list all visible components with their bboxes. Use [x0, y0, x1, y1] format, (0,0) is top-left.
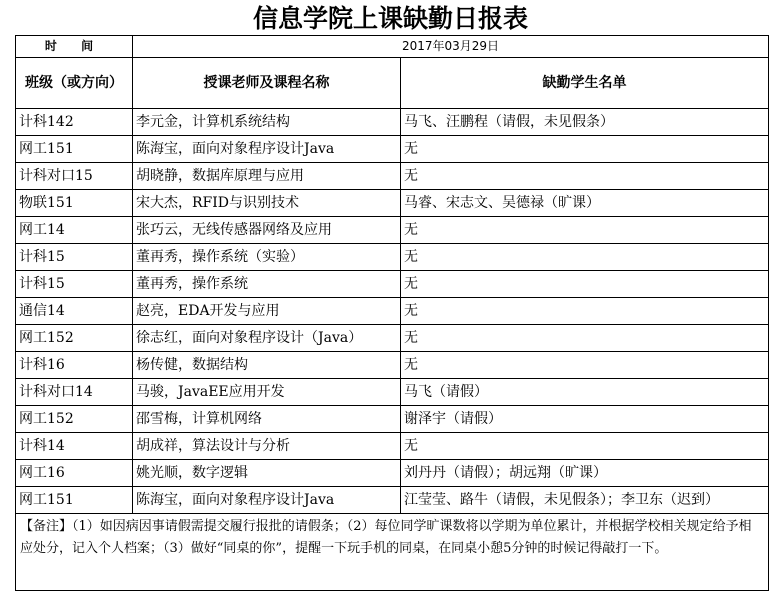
table-row: [16, 163, 769, 190]
class-cell: 网工152: [16, 406, 133, 433]
class-cell: 网工14: [16, 217, 133, 244]
class-cell: 计科15: [16, 271, 133, 298]
table-row: [16, 406, 769, 433]
time-row: [16, 36, 769, 58]
class-cell: 计科16: [16, 352, 133, 379]
teacher-course-cell: 徐志红，面向对象程序设计（Java）: [133, 325, 401, 352]
table-row: [16, 190, 769, 217]
header-row: [16, 58, 769, 109]
note-row: [16, 514, 769, 591]
absent-cell: 无: [401, 298, 769, 325]
teacher-course-cell: 赵亮，EDA开发与应用: [133, 298, 401, 325]
absent-cell: 无: [401, 325, 769, 352]
teacher-course-cell: 董再秀，操作系统: [133, 271, 401, 298]
absence-table: [15, 35, 769, 591]
absent-cell: 江莹莹、路牛（请假，未见假条）；李卫东（迟到）: [401, 487, 769, 514]
teacher-course-cell: 李元金，计算机系统结构: [133, 109, 401, 136]
absent-cell: 无: [401, 271, 769, 298]
table-row: [16, 298, 769, 325]
table-row: [16, 433, 769, 460]
time-label: 时 间: [16, 36, 133, 58]
class-cell: 计科14: [16, 433, 133, 460]
header-absent: 缺勤学生名单: [401, 58, 769, 109]
table-row: [16, 217, 769, 244]
class-cell: 计科对口14: [16, 379, 133, 406]
teacher-course-cell: 杨传健，数据结构: [133, 352, 401, 379]
teacher-course-cell: 张巧云，无线传感器网络及应用: [133, 217, 401, 244]
absent-cell: 刘丹丹（请假）；胡远翔（旷课）: [401, 460, 769, 487]
note-text: 【备注】（1）如因病因事请假需提交履行报批的请假条；（2）每位同学旷课数将以学期为单位累计，并根据学校相关规定给予相应处分，记入个人档案；（3）做好“同桌的你”，提醒一下玩手机的同桌，在同桌小憩5分钟的时候记得敲打一下。: [16, 514, 769, 591]
teacher-course-cell: 邵雪梅，计算机网络: [133, 406, 401, 433]
absent-cell: 谢泽宇（请假）: [401, 406, 769, 433]
table-row: [16, 271, 769, 298]
table-row: [16, 352, 769, 379]
absent-cell: 马飞、汪鹏程（请假，未见假条）: [401, 109, 769, 136]
table-row: [16, 109, 769, 136]
absent-cell: 无: [401, 217, 769, 244]
class-cell: 网工16: [16, 460, 133, 487]
absent-cell: 无: [401, 136, 769, 163]
teacher-course-cell: 董再秀，操作系统（实验）: [133, 244, 401, 271]
absent-cell: 无: [401, 244, 769, 271]
class-cell: 计科对口15: [16, 163, 133, 190]
teacher-course-cell: 陈海宝，面向对象程序设计Java: [133, 136, 401, 163]
teacher-course-cell: 胡成祥，算法设计与分析: [133, 433, 401, 460]
table-row: [16, 460, 769, 487]
header-class: 班级（或方向）: [16, 58, 133, 109]
absent-cell: 马飞（请假）: [401, 379, 769, 406]
class-cell: 网工151: [16, 136, 133, 163]
table-row: [16, 325, 769, 352]
class-cell: 通信14: [16, 298, 133, 325]
class-cell: 网工151: [16, 487, 133, 514]
report-title: 信息学院上课缺勤日报表: [252, 4, 528, 33]
table-row: [16, 379, 769, 406]
class-cell: 物联151: [16, 190, 133, 217]
class-cell: 计科142: [16, 109, 133, 136]
class-cell: 网工152: [16, 325, 133, 352]
teacher-course-cell: 宋大杰，RFID与识别技术: [133, 190, 401, 217]
absent-cell: 无: [401, 352, 769, 379]
class-cell: 计科15: [16, 244, 133, 271]
teacher-course-cell: 陈海宝，面向对象程序设计Java: [133, 487, 401, 514]
table-row: [16, 244, 769, 271]
absent-cell: 无: [401, 163, 769, 190]
absent-cell: 马睿、宋志文、吴德禄（旷课）: [401, 190, 769, 217]
teacher-course-cell: 姚光顺，数字逻辑: [133, 460, 401, 487]
absent-cell: 无: [401, 433, 769, 460]
table-row: [16, 136, 769, 163]
report-date: 2017年03月29日: [133, 36, 769, 58]
header-teacher-course: 授课老师及课程名称: [133, 58, 401, 109]
teacher-course-cell: 马骏，JavaEE应用开发: [133, 379, 401, 406]
table-row: [16, 487, 769, 514]
teacher-course-cell: 胡晓静，数据库原理与应用: [133, 163, 401, 190]
